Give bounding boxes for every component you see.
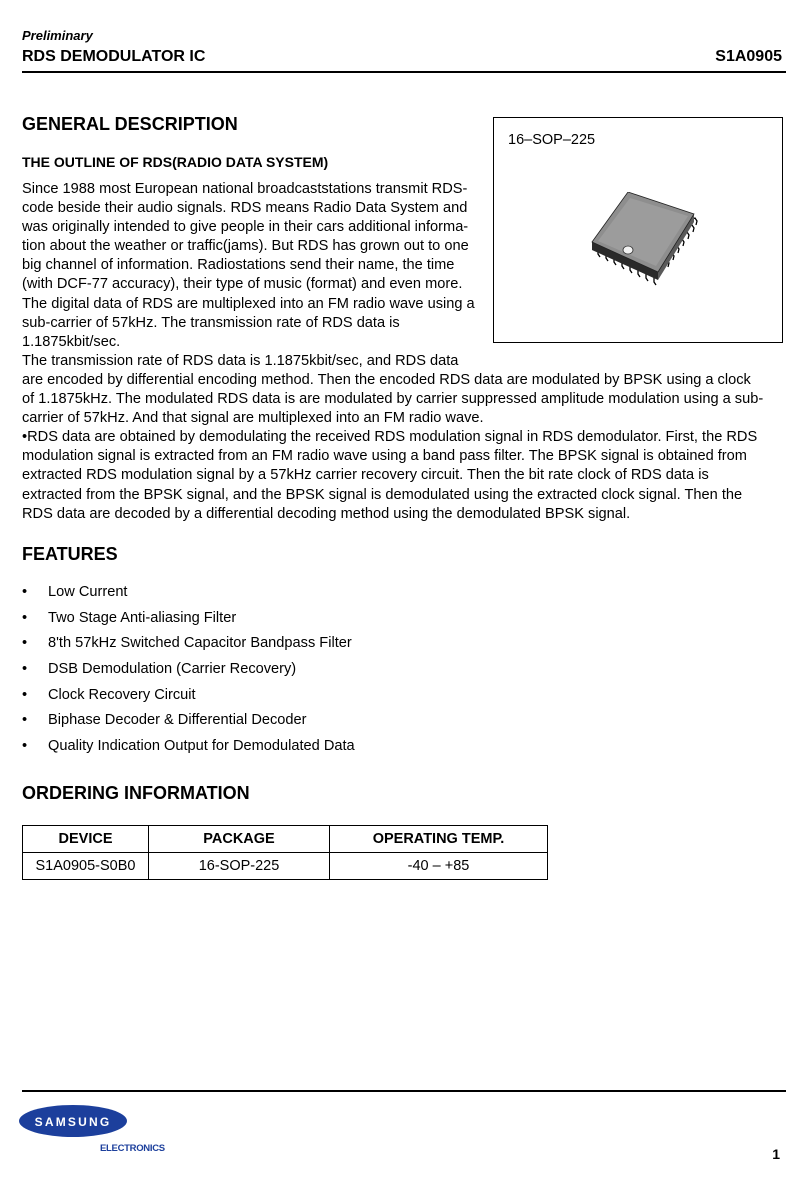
list-item [22, 738, 355, 764]
ordering-heading: ORDERING INFORMATION [22, 783, 250, 803]
description-line: •RDS data are obtained by demodulating the received RDS modulation signal in RDS demodulator. First, the RDS [22, 429, 758, 446]
feature-text: Two Stage Anti-aliasing Filter [48, 609, 237, 626]
general-description-heading: GENERAL DESCRIPTION [22, 114, 238, 134]
bullet: • [22, 635, 28, 652]
description-line: (with DCF-77 accuracy), their type of music (format) and even more. [22, 276, 463, 293]
list-item [22, 635, 355, 661]
header-divider [22, 71, 786, 73]
description-line: RDS data are decoded by a differential decoding method using the demodulated BPSK signal. [22, 505, 631, 522]
description-line: extracted from the BPSK signal, and the BPSK signal is demodulated using the extracted clock signal. Then the [22, 486, 743, 503]
list-item [22, 687, 355, 713]
description-line: tion about the weather or traffic(jams). But RDS has grown out to one [22, 238, 469, 255]
description-line: The digital data of RDS are multiplexed into an FM radio wave using a [22, 295, 475, 312]
features-heading: FEATURES [22, 544, 118, 564]
feature-text: DSB Demodulation (Carrier Recovery) [48, 661, 297, 678]
list-item [22, 610, 355, 636]
column-header-package: PACKAGE [149, 826, 330, 853]
features-list [22, 584, 355, 764]
description-line: carrier of 57kHz. And that signal are multiplexed into an FM radio wave. [22, 410, 484, 427]
description-narrow-block [22, 180, 492, 371]
table-header-row [23, 826, 548, 853]
column-header-temp: OPERATING TEMP. [330, 826, 548, 853]
package-cell: 16-SOP-225 [149, 853, 330, 880]
bullet: • [22, 738, 28, 755]
ordering-table [22, 825, 548, 880]
list-item [22, 712, 355, 738]
description-line: modulation signal is extracted from an FM radio wave using a band pass filter. The BPSK signal is obtained from [22, 448, 747, 465]
description-line: extracted RDS modulation signal by a 57kHz carrier recovery circuit. Then the bit rate clock of RDS data is [22, 467, 709, 484]
logo-wordmark: SAMSUNG [34, 1115, 112, 1129]
bullet: • [22, 609, 28, 626]
document-title: RDS DEMODULATOR IC [22, 48, 206, 65]
description-line: Since 1988 most European national broadcaststations transmit RDS- [22, 181, 468, 197]
description-line: was originally intended to give people in their cars additional informa- [22, 219, 469, 236]
list-item [22, 584, 355, 610]
list-item [22, 661, 355, 687]
part-number: S1A0905 [715, 48, 782, 65]
rds-outline-subheading: THE OUTLINE OF RDS(RADIO DATA SYSTEM) [22, 154, 329, 170]
feature-text: 8'th 57kHz Switched Capacitor Bandpass Filter [48, 635, 352, 652]
package-label: 16–SOP–225 [508, 132, 596, 148]
bullet: • [22, 686, 28, 703]
bullet: • [22, 584, 28, 600]
feature-text: Clock Recovery Circuit [48, 686, 196, 703]
description-line: are encoded by differential encoding method. Then the encoded RDS data are modulated by BPSK using a clock [22, 372, 751, 388]
feature-text: Biphase Decoder & Differential Decoder [48, 712, 307, 729]
page-number: 1 [772, 1146, 780, 1162]
description-line: of 1.1875kHz. The modulated RDS data is are modulated by carrier suppressed amplitude modulation using a sub- [22, 391, 764, 408]
footer-divider [22, 1090, 786, 1092]
temp-cell: -40 – +85 [330, 853, 548, 880]
description-line: code beside their audio signals. RDS means Radio Data System and [22, 200, 468, 217]
feature-text: Low Current [48, 584, 128, 600]
table-row [23, 853, 548, 880]
device-cell: S1A0905-S0B0 [23, 853, 149, 880]
feature-text: Quality Indication Output for Demodulated Data [48, 738, 355, 755]
sop-chip-illustration [590, 192, 700, 292]
column-header-device: DEVICE [23, 826, 149, 853]
description-wide-block [22, 371, 792, 524]
bullet: • [22, 661, 28, 678]
description-line: The transmission rate of RDS data is 1.1875kbit/sec, and RDS data [22, 352, 459, 369]
description-line: 1.1875kbit/sec. [22, 333, 121, 350]
description-line: big channel of information. Radiostations send their name, the time [22, 257, 455, 274]
package-figure [493, 117, 783, 343]
bullet: • [22, 712, 28, 729]
preliminary-label: Preliminary [22, 28, 93, 43]
description-line: sub-carrier of 57kHz. The transmission rate of RDS data is [22, 314, 400, 331]
samsung-logo [18, 1104, 178, 1154]
logo-subtext: ELECTRONICS [100, 1143, 165, 1154]
